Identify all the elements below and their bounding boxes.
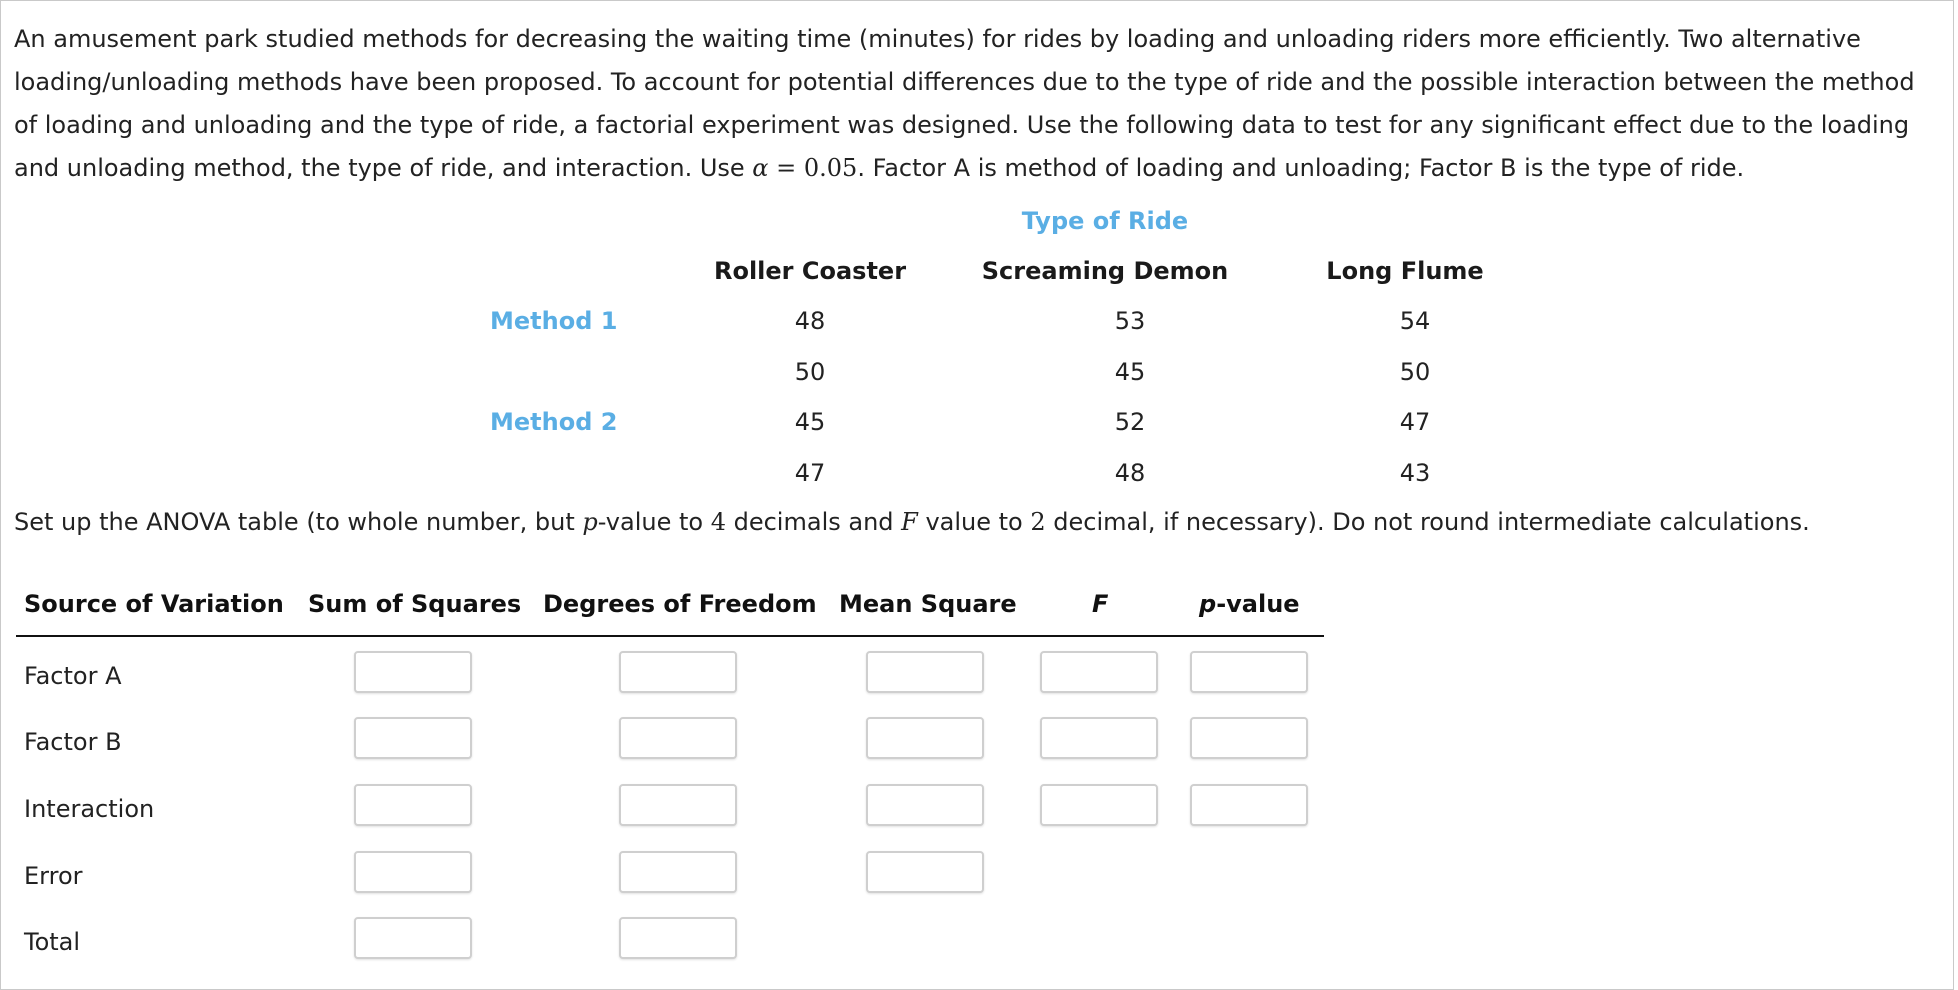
factor-a-ss-input[interactable] xyxy=(354,651,472,693)
factor-a-df-input[interactable] xyxy=(619,651,737,693)
table-caption: Type of Ride xyxy=(1021,207,1189,235)
intro-text-part2: . Factor A is method of loading and unloading; Factor B is the type of ride. xyxy=(857,154,1745,182)
factor-a-f-input[interactable] xyxy=(1040,651,1158,693)
data-cell: 45 xyxy=(1114,358,1146,386)
p-decimals: 4 xyxy=(710,508,726,536)
interaction-p-input[interactable] xyxy=(1190,784,1308,826)
interaction-f-input[interactable] xyxy=(1040,784,1158,826)
col-header-screaming-demon: Screaming Demon xyxy=(981,257,1229,285)
anova-instructions xyxy=(14,508,1810,536)
row-label-total: Total xyxy=(24,928,81,956)
row-header-method-1: Method 1 xyxy=(490,307,618,335)
total-ss-input[interactable] xyxy=(354,917,472,959)
alpha-value: 0.05 xyxy=(803,154,858,182)
data-cell: 50 xyxy=(1399,358,1431,386)
data-cell: 53 xyxy=(1114,307,1146,335)
col-header-long-flume: Long Flume xyxy=(1326,257,1484,285)
factor-b-df-input[interactable] xyxy=(619,717,737,759)
factor-b-ss-input[interactable] xyxy=(354,717,472,759)
data-cell: 48 xyxy=(794,307,826,335)
f-decimals: 2 xyxy=(1030,508,1046,536)
instructions-part4: value to xyxy=(917,508,1031,536)
data-cell: 45 xyxy=(794,408,826,436)
factor-a-p-input[interactable] xyxy=(1190,651,1308,693)
instructions-part3: decimals and xyxy=(725,508,902,536)
data-cell: 47 xyxy=(1399,408,1431,436)
error-ms-input[interactable] xyxy=(866,851,984,893)
error-ss-input[interactable] xyxy=(354,851,472,893)
interaction-ss-input[interactable] xyxy=(354,784,472,826)
error-df-input[interactable] xyxy=(619,851,737,893)
row-label-factor-b: Factor B xyxy=(24,728,122,756)
instructions-part2: -value to xyxy=(597,508,711,536)
interaction-ms-input[interactable] xyxy=(866,784,984,826)
header-p-value: p-value xyxy=(1199,590,1300,618)
header-f: F xyxy=(1092,590,1109,618)
row-label-interaction: Interaction xyxy=(24,795,155,823)
intro-text-part1: An amusement park studied methods for decreasing the waiting time (minutes) for rides by loading and unloading riders more efficiently. Two alternative loading/unloading methods have been proposed. To account for potential differences due to the type of ride and the possible interaction between the method of loading and unloading and the type of ride, a factorial experiment was designed. Use the following data to test for any significant effect due to the loading and unloading method, the type of ride, and interaction. Use xyxy=(14,25,1915,182)
row-label-factor-a: Factor A xyxy=(24,662,122,690)
factor-b-ms-input[interactable] xyxy=(866,717,984,759)
p-symbol: p xyxy=(582,508,598,536)
factor-b-p-input[interactable] xyxy=(1190,717,1308,759)
data-cell: 52 xyxy=(1114,408,1146,436)
data-cell: 50 xyxy=(794,358,826,386)
interaction-df-input[interactable] xyxy=(619,784,737,826)
header-sum-of-squares: Sum of Squares xyxy=(308,590,522,618)
alpha-symbol: α xyxy=(752,154,769,182)
problem-statement xyxy=(14,18,1944,190)
factor-a-ms-input[interactable] xyxy=(866,651,984,693)
instructions-part1: Set up the ANOVA table (to whole number, but xyxy=(14,508,583,536)
header-degrees-of-freedom: Degrees of Freedom xyxy=(543,590,817,618)
data-cell: 43 xyxy=(1399,459,1431,487)
row-label-error: Error xyxy=(24,862,83,890)
data-cell: 54 xyxy=(1399,307,1431,335)
col-header-roller-coaster: Roller Coaster xyxy=(713,257,907,285)
equals-sign: = xyxy=(768,154,804,182)
header-source-of-variation: Source of Variation xyxy=(24,590,284,618)
header-p-letter: p xyxy=(1199,590,1217,618)
instructions-part5: decimal, if necessary). Do not round intermediate calculations. xyxy=(1045,508,1810,536)
row-header-method-2: Method 2 xyxy=(490,408,618,436)
data-cell: 47 xyxy=(794,459,826,487)
header-mean-square: Mean Square xyxy=(839,590,1017,618)
data-cell: 48 xyxy=(1114,459,1146,487)
anova-header-rule xyxy=(16,635,1324,637)
total-df-input[interactable] xyxy=(619,917,737,959)
factor-b-f-input[interactable] xyxy=(1040,717,1158,759)
f-symbol: F xyxy=(901,508,918,536)
